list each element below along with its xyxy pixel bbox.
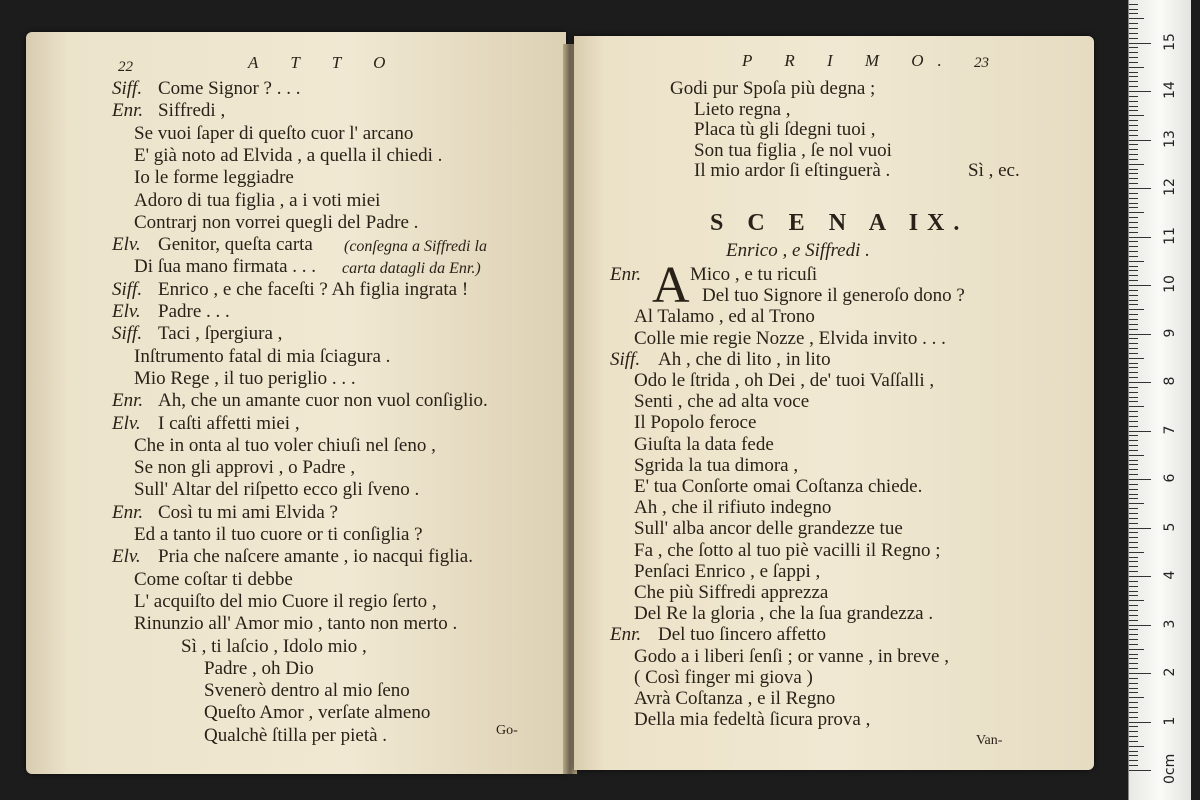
ruler-tick [1129,751,1138,752]
ruler-tick [1129,38,1138,39]
verse-line: Al Talamo , ed al Trono [634,306,815,328]
ruler-tick [1129,435,1138,436]
ruler-label: 0cm [1162,753,1178,784]
verse-line: Mio Rege , il tuo periglio . . . [134,367,356,389]
ruler-tick [1129,591,1138,592]
aria-line: Godi pur Spoſa più degna ; [670,78,876,99]
verse-line: Mico , e tu ricuſi [690,264,818,285]
verse-line: Ed a tanto il tuo cuore or ti conſiglia ? [134,524,423,545]
ruler-tick [1129,309,1144,310]
ruler-tick [1129,668,1138,669]
ruler-tick [1129,372,1138,373]
ruler-tick [1129,683,1138,684]
ruler-tick [1129,503,1144,504]
ruler-tick [1129,440,1138,441]
ruler-tick [1129,707,1138,708]
speaker-label: Enr. [610,624,642,646]
ruler-label: 11 [1162,226,1178,245]
ruler-tick [1129,571,1138,572]
ruler-tick [1129,717,1138,718]
ruler-tick [1129,513,1138,514]
ruler-tick [1129,460,1138,461]
measurement-ruler [1128,0,1191,800]
verse-line: Sì , ti laſcio , Idolo mio , [181,635,367,657]
catchword-right: Van- [976,733,1003,748]
ruler-tick [1129,673,1151,674]
speaker-label: Elv. [112,412,141,434]
ruler-tick [1129,13,1138,14]
verse-line: Padre . . . [158,301,230,322]
ruler-tick [1129,18,1144,19]
ruler-tick [1129,57,1138,58]
aria-line: Son tua figlia , ſe nol vuoi [694,139,892,161]
verse-line: Che più Siffredi apprezza [634,582,829,603]
ruler-tick [1129,450,1138,451]
ruler-tick [1129,610,1138,611]
verse-line: Pria che naſcere amante , io nacqui figlia. [158,546,473,568]
ruler-tick [1129,232,1138,233]
ruler-tick [1129,348,1138,349]
ruler-tick [1129,639,1138,640]
ruler-label: 13 [1162,129,1178,148]
speaker-label: Siff. [112,278,143,300]
ruler-tick [1129,634,1138,635]
ruler-tick [1129,334,1151,335]
ruler-tick [1129,295,1138,296]
drop-cap: A [652,257,690,314]
verse-line: Odo le ſtrida , oh Dei , de' tuoi Vaſſalli , [634,370,935,391]
ruler-tick [1129,67,1144,68]
verse-line: Sull' Altar del riſpetto ecco gli ſveno . [134,479,420,501]
ruler-tick [1129,411,1138,412]
ruler-tick [1129,431,1151,432]
verse-line: Siffredi , [158,100,226,122]
page-number: 22 [118,59,133,75]
verse-line: Padre , oh Dio [204,657,314,679]
verse-line: E' già noto ad Elvida , a quella il chiedi . [134,144,443,166]
ruler-tick [1129,387,1138,388]
ruler-tick [1129,28,1138,29]
ruler-tick [1129,76,1138,77]
ruler-tick [1129,479,1151,480]
ruler-tick [1129,518,1138,519]
ruler-tick [1129,722,1151,723]
verse-line: Queſto Amor , verſate almeno [204,702,431,724]
ruler-tick [1129,169,1138,170]
ruler-tick [1129,144,1138,145]
verse-line: Così tu mi ami Elvida ? [158,501,338,523]
ruler-tick [1129,237,1151,238]
speaker-label: Enr. [112,501,144,523]
verse-line: Se vuoi ſaper di queſto cuor l' arcano [134,122,414,144]
verse-line: Ah, che un amante cuor non vuol conſiglio. [158,390,488,412]
ruler-label: 3 [1162,619,1178,628]
verse-line: Ah , che di lito , in lito [658,348,831,370]
ruler-tick [1129,207,1138,208]
ruler-tick [1129,125,1138,126]
ruler-tick [1129,72,1138,73]
ruler-tick [1129,275,1138,276]
speaker-label: Elv. [112,546,141,568]
ruler-tick [1129,377,1138,378]
verse-line: L' acquiſto del mio Cuore il regio ſerto , [134,590,437,612]
ruler-tick [1129,663,1138,664]
ruler-tick [1129,33,1138,34]
ruler-tick [1129,193,1138,194]
ruler-tick [1129,561,1138,562]
ruler-tick [1129,620,1138,621]
verse-line: Colle mie regie Nozze , Elvida invito . . . [634,327,946,349]
verse-line: Sull' alba ancor delle grandezze tue [634,518,903,540]
verse-line: Rinunzio all' Amor mio , tanto non merto . [134,613,458,635]
ruler-tick [1129,115,1144,116]
ruler-tick [1129,697,1144,698]
verse-line: Il Popolo feroce [634,412,757,434]
ruler-tick [1129,81,1138,82]
verse-line: I caſti affetti miei , [158,412,300,434]
ruler-tick [1129,455,1144,456]
ruler-tick [1129,353,1138,354]
ruler-tick [1129,227,1138,228]
speaker-label: Elv. [112,301,141,322]
ruler-tick [1129,4,1138,5]
ruler-label: 7 [1162,425,1178,434]
ruler-tick [1129,324,1138,325]
verse-line: Sgrida la tua dimora , [634,454,799,476]
speaker-label: Elv. [112,234,141,256]
ruler-tick [1129,178,1138,179]
ruler-tick [1129,629,1138,630]
ruler-tick [1129,304,1138,305]
ruler-tick [1129,474,1138,475]
ruler-tick [1129,528,1151,529]
left-page [26,32,566,774]
ruler-tick [1129,406,1144,407]
ruler-tick [1129,537,1138,538]
ruler-tick [1129,445,1138,446]
ruler-tick [1129,280,1138,281]
ruler-tick [1129,392,1138,393]
verse-line: Che in onta al tuo voler chiuſi nel ſeno , [134,434,436,456]
page-number-right: 23 [974,55,989,71]
ruler-tick [1129,484,1138,485]
ruler-tick [1129,464,1138,465]
verse-line: Fa , che ſotto al tuo piè vacilli il Regno ; [634,539,941,561]
ruler-tick [1129,154,1138,155]
ruler-tick [1129,251,1138,252]
ruler-label: 10 [1162,275,1178,293]
verse-line: Giuſta la data fede [634,433,774,455]
verse-line: Se non gli approvi , o Padre , [134,457,356,479]
catchword: Go- [496,723,518,738]
ruler-tick [1129,644,1138,645]
aria-line: Lieto regna , [694,98,791,120]
refrain: Sì , ec. [968,160,1020,181]
ruler-tick [1129,688,1138,689]
verse-line: Godo a i liberi ſenſi ; or vanne , in breve , [634,645,949,667]
ruler-tick [1129,47,1138,48]
ruler-tick [1129,397,1138,398]
ruler-label: 8 [1162,376,1178,386]
ruler-tick [1129,120,1138,121]
ruler-label: 4 [1162,570,1178,580]
ruler-tick [1129,212,1144,213]
ruler-tick [1129,246,1138,247]
ruler-tick [1129,270,1138,271]
verse-line: Adoro di tua figlia , a i voti miei [134,189,381,211]
ruler-tick [1129,9,1138,10]
ruler-tick [1129,52,1138,53]
ruler-tick [1129,581,1138,582]
verse-line: Del tuo Signore il generoſo dono ? [702,285,965,307]
ruler-tick [1129,654,1138,655]
ruler-tick [1129,188,1151,189]
ruler-tick [1129,658,1138,659]
ruler-tick [1129,173,1138,174]
ruler-tick [1129,101,1138,102]
running-head-right: P R I M O. [742,51,956,70]
ruler-tick [1129,86,1138,87]
verse-line: Penſaci Enrico , e ſappi , [634,560,821,582]
ruler-tick [1129,605,1138,606]
aria-line: Il mio ardor ſi eſtinguerà . [694,160,891,181]
right-page [574,36,1094,770]
ruler-tick [1129,649,1144,650]
ruler-tick [1129,421,1138,422]
ruler-tick [1129,314,1138,315]
ruler-tick [1129,358,1144,359]
verse-line: E' tua Conſorte omai Coſtanza chiede. [634,476,923,497]
ruler-tick [1129,566,1138,567]
verse-line: Svenerò dentro al mio ſeno [204,680,410,702]
ruler-tick [1129,755,1138,756]
ruler-tick [1129,261,1144,262]
ruler-tick [1129,760,1138,761]
ruler-tick [1129,183,1138,184]
ruler-tick [1129,164,1144,165]
ruler-tick [1129,542,1138,543]
ruler-tick [1129,290,1138,291]
ruler-tick [1129,595,1138,596]
ruler-tick [1129,401,1138,402]
ruler-label: 6 [1162,473,1178,483]
ruler-tick [1129,217,1138,218]
speaker-label: Enr. [112,100,144,122]
ruler-tick [1129,140,1151,141]
ruler-tick [1129,489,1138,490]
ruler-label: 2 [1162,667,1178,677]
verse-line: Taci , ſpergiura , [158,323,283,345]
ruler-tick [1129,469,1138,470]
ruler-label: 9 [1162,328,1178,337]
ruler-tick [1129,547,1138,548]
ruler-tick [1129,416,1138,417]
ruler-tick [1129,62,1138,63]
ruler-label: 12 [1162,178,1178,196]
ruler-tick [1129,678,1138,679]
aria-line: Placa tù gli ſdegni tuoi , [694,119,876,140]
ruler-tick [1129,159,1138,160]
verse-line: Genitor, queſta carta [158,234,313,256]
ruler-tick [1129,731,1138,732]
ruler-tick [1129,523,1138,524]
ruler-tick [1129,256,1138,257]
ruler-tick [1129,96,1138,97]
speaker-label: Enr. [610,264,642,285]
ruler-tick [1129,576,1151,577]
stage-direction: (conſegna a Siffredi la [344,238,487,256]
ruler-tick [1129,726,1138,727]
ruler-label: 1 [1162,716,1178,725]
ruler-label: 14 [1162,81,1178,99]
verse-line: Come coſtar ti debbe [134,568,293,590]
ruler-tick [1129,736,1138,737]
ruler-tick [1129,367,1138,368]
ruler-tick [1129,241,1138,242]
verse-line: ( Così finger mi giova ) [634,666,813,688]
verse-line: Di ſua mano firmata . . . [134,256,317,278]
ruler-tick [1129,91,1151,92]
ruler-tick [1129,702,1138,703]
ruler-tick [1129,203,1138,204]
ruler-tick [1129,508,1138,509]
ruler-tick [1129,557,1138,558]
verse-line: Enrico , e che faceſti ? Ah figlia ingrata ! [158,278,469,300]
scene-cast: Enrico , e Siffredi . [726,240,870,261]
ruler-tick [1129,329,1138,330]
ruler-tick [1129,198,1138,199]
ruler-tick [1129,600,1144,601]
verse-line: Del tuo ſincero affetto [658,624,826,646]
ruler-label: 5 [1162,522,1178,531]
ruler-tick [1129,319,1138,320]
ruler-tick [1129,222,1138,223]
ruler-tick [1129,498,1138,499]
ruler-tick [1129,110,1138,111]
speaker-label: Siff. [610,348,641,370]
ruler-tick [1129,746,1144,747]
ruler-tick [1129,770,1151,771]
verse-line: Senti , che ad alta voce [634,391,810,413]
ruler-tick [1129,552,1144,553]
verse-line: Ah , che il rifiuto indegno [634,497,832,519]
ruler-tick [1129,532,1138,533]
verse-line: Io le forme leggiadre [134,167,294,189]
ruler-tick [1129,586,1138,587]
ruler-tick [1129,338,1138,339]
ruler-tick [1129,615,1138,616]
verse-line: Inſtrumento fatal di mia ſciagura . [134,345,391,367]
open-book [8,14,1108,789]
scene-title: S C E N A IX. [710,210,969,236]
ruler-tick [1129,765,1138,766]
verse-line: Della mia fedeltà ſicura prova , [634,709,871,731]
ruler-tick [1129,300,1138,301]
ruler-tick [1129,741,1138,742]
ruler-tick [1129,149,1138,150]
ruler-tick [1129,135,1138,136]
running-head: A T T O [248,53,400,72]
verse-line: Contrarj non vorrei quegli del Padre . [134,211,419,233]
ruler-tick [1129,106,1138,107]
verse-line: Del Re la gloria , che la ſua grandezza . [634,603,934,625]
ruler-tick [1129,266,1138,267]
ruler-tick [1129,43,1151,44]
speaker-label: Siff. [112,78,143,99]
ruler-tick [1129,625,1151,626]
speaker-label: Enr. [112,390,144,412]
verse-line: Come Signor ? . . . [158,78,301,99]
ruler-tick [1129,692,1138,693]
ruler-label: 15 [1162,32,1178,51]
ruler-tick [1129,363,1138,364]
stage-direction: carta datagli da Enr.) [342,260,481,278]
speaker-label: Siff. [112,323,143,345]
ruler-tick [1129,494,1138,495]
ruler-tick [1129,285,1151,286]
ruler-tick [1129,23,1138,24]
ruler-tick [1129,426,1138,427]
verse-line: Qualchè ſtilla per pietà . [204,724,388,746]
ruler-tick [1129,382,1151,383]
verse-line: Avrà Coſtanza , e il Regno [634,688,836,709]
ruler-tick [1129,343,1138,344]
ruler-tick [1129,130,1138,131]
ruler-tick [1129,712,1138,713]
